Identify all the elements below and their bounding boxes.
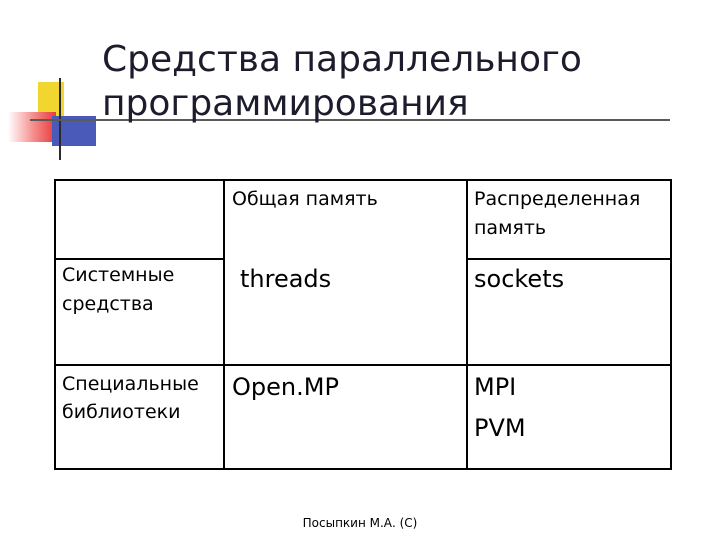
row-system-tools-label-line2: средства <box>62 293 154 315</box>
slide-title-line1: Средства параллельного <box>102 39 582 80</box>
header-distributed-memory-line2: память <box>474 217 547 239</box>
slide-footer: Посыпкин М.А. (С) <box>302 516 418 530</box>
row-special-libraries-label-line2: библиотеки <box>62 401 181 423</box>
slide-title <box>102 38 702 126</box>
table-divider-col1 <box>223 179 225 470</box>
row-special-libraries-distributed-2: PVM <box>474 414 526 442</box>
table-divider-row1-first <box>54 258 224 260</box>
title-ornament-red-bar <box>8 112 56 142</box>
table-border-top <box>54 179 672 181</box>
table-divider-row2 <box>54 364 672 366</box>
row-special-libraries-distributed-1: MPI <box>474 373 517 401</box>
row-special-libraries-label-line1: Специальные <box>62 373 199 395</box>
row-system-tools-label-line1: Системные <box>62 264 175 286</box>
header-distributed-memory-line1: Распределенная <box>474 188 641 210</box>
table-border-bottom <box>54 468 672 470</box>
header-shared-memory: Общая память <box>232 188 378 210</box>
slide-title-line2: программирования <box>102 83 469 124</box>
table-divider-col2 <box>466 179 468 470</box>
table-border-right <box>670 179 672 470</box>
row-system-tools-distributed: sockets <box>474 265 565 293</box>
row-special-libraries-shared: Open.MP <box>232 373 339 401</box>
table-border-left <box>54 179 56 470</box>
row-system-tools-shared: threads <box>240 265 332 293</box>
